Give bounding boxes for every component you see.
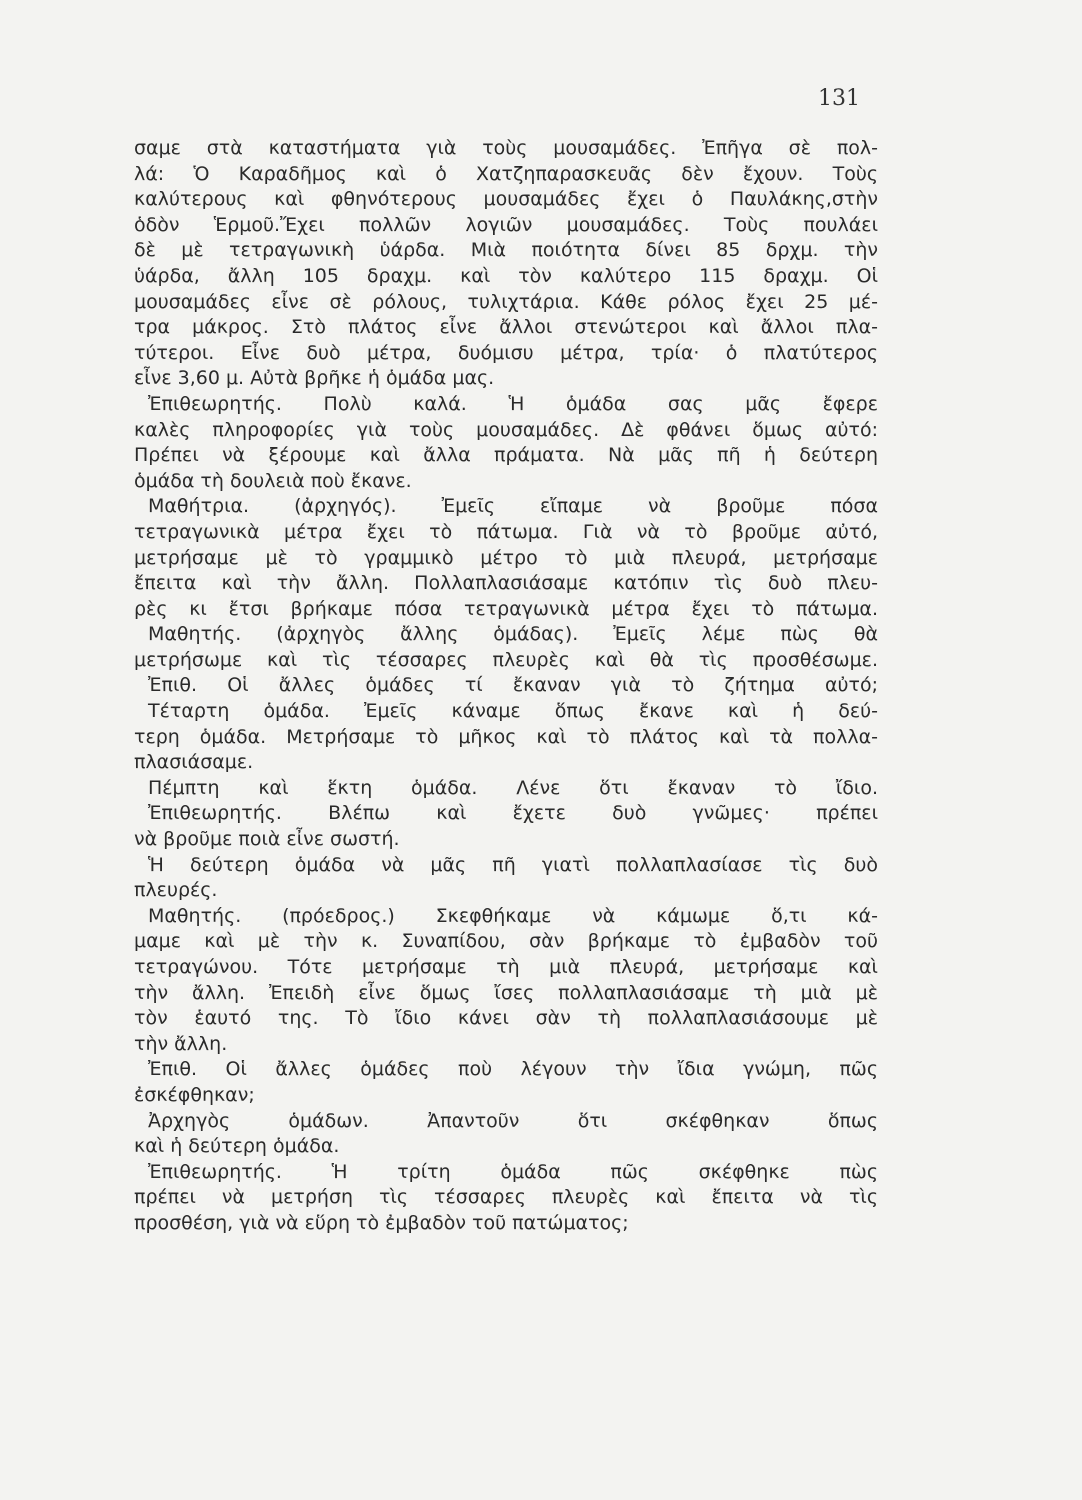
text-line: Πέμπτη καὶ ἕκτη ὁμάδα. Λένε ὅτι ἔκαναν τὸ ἴδιο. [148,776,878,799]
text-line: ὑάρδα, ἄλλη 105 δραχμ. καὶ τὸν καλύτερο 115 δραχμ. Οἱ [134,264,878,287]
text-line: λά: Ὁ Καραδῆμος καὶ ὁ Χατζηπαρασκευᾶς δὲν ἔχουν. Τοὺς [134,162,878,185]
text-line: πλασιάσαμε. [134,751,254,774]
text-line: εἶνε 3,60 μ. Αὐτὰ βρῆκε ἡ ὁμάδα μας. [134,367,495,390]
text-line: νὰ βροῦμε ποιὰ εἶνε σωστή. [134,828,400,851]
text-line: Μαθητής. (πρόεδρος.) Σκεφθήκαμε νὰ κάμωμε ὅ,τι κά- [148,904,878,927]
text-line: τὸν ἑαυτό της. Τὸ ἴδιο κάνει σὰν τὴ πολλαπλασιάσουμε μὲ [134,1007,878,1030]
text-line: Πρέπει νὰ ξέρουμε καὶ ἄλλα πράματα. Νὰ μᾶς πῆ ἡ δεύτερη [134,444,878,467]
text-line: τετραγώνου. Τότε μετρήσαμε τὴ μιὰ πλευρά, μετρήσαμε καὶ [134,956,878,978]
text-line: τρα μάκρος. Στὸ πλάτος εἶνε ἄλλοι στενώτεροι καὶ ἄλλοι πλα- [134,316,878,339]
text-line: προσθέση, γιὰ νὰ εὕρη τὸ ἐμβαδὸν τοῦ πατώματος; [134,1211,629,1234]
text-line: τὴν ἄλλη. [134,1032,228,1055]
text-line: τὴν ἄλλη. Ἐπειδὴ εἶνε ὅμως ἴσες πολλαπλασιάσαμε τὴ μιὰ μὲ [134,981,878,1004]
text-line: μετρήσαμε μὲ τὸ γραμμικὸ μέτρο τὸ μιὰ πλευρά, μετρήσαμε [134,546,878,569]
page-number: 131 [818,86,860,111]
text-line: πλευρές. [134,879,218,902]
text-line: καλὲς πληροφορίες γιὰ τοὺς μουσαμάδες. Δὲ φθάνει ὅμως αὐτό: [134,418,878,441]
text-line: καλύτερους καὶ φθηνότερους μουσαμάδες ἔχει ὁ Παυλάκης,στὴν [134,188,878,211]
text-line: μουσαμάδες εἶνε σὲ ρόλους, τυλιχτάρια. Κάθε ρόλος ἔχει 25 μέ- [134,290,878,313]
text-line: μαμε καὶ μὲ τὴν κ. Συναπίδου, σὰν βρήκαμε τὸ ἐμβαδὸν τοῦ [134,930,878,953]
body-text [134,136,878,1237]
text-line: ὁδὸν Ἑρμοῦ.Ἔχει πολλῶν λογιῶν μουσαμάδες. Τοὺς πουλάει [134,213,878,236]
text-line: τύτεροι. Εἶνε δυὸ μέτρα, δυόμισυ μέτρα, τρία· ὁ πλατύτερος [134,341,878,364]
text-line: ρὲς κι ἔτσι βρήκαμε πόσα τετραγωνικὰ μέτρα ἔχει τὸ πάτωμα. [134,597,878,620]
text-line: Ἐπιθ. Οἱ ἄλλες ὁμάδες τί ἔκαναν γιὰ τὸ ζήτημα αὐτό; [148,674,878,697]
text-line: καὶ ἡ δεύτερη ὁμάδα. [134,1135,340,1158]
text-line: πρέπει νὰ μετρήση τὶς τέσσαρες πλευρὲς καὶ ἔπειτα νὰ τὶς [134,1186,878,1209]
text-line: Ἡ δεύτερη ὁμάδα νὰ μᾶς πῆ γιατὶ πολλαπλασίασε τὶς δυὸ [148,853,878,876]
text-line: Ἐπιθεωρητής. Ἡ τρίτη ὁμάδα πῶς σκέφθηκε πὼς [148,1160,878,1183]
text-line: Ἐπιθεωρητής. Πολὺ καλά. Ἡ ὁμάδα σας μᾶς ἔφερε [148,392,878,415]
text-line: σαμε στὰ καταστήματα γιὰ τοὺς μουσαμάδες. Ἐπῆγα σὲ πολ- [134,137,878,159]
text-line: ἔπειτα καὶ τὴν ἄλλη. Πολλαπλασιάσαμε κατόπιν τὶς δυὸ πλευ- [134,572,878,595]
text-line: τετραγωνικὰ μέτρα ἔχει τὸ πάτωμα. Γιὰ νὰ τὸ βροῦμε αὐτό, [134,520,878,543]
text-line: δὲ μὲ τετραγωνικὴ ὑάρδα. Μιὰ ποιότητα δίνει 85 δρχμ. τὴν [134,239,878,262]
text-line: Μαθήτρια. (ἀρχηγός). Ἐμεῖς εἴπαμε νὰ βροῦμε πόσα [148,495,878,518]
text-line: Ἐπιθεωρητής. Βλέπω καὶ ἔχετε δυὸ γνῶμες· πρέπει [148,802,878,825]
text-line: τερη ὁμάδα. Μετρήσαμε τὸ μῆκος καὶ τὸ πλάτος καὶ τὰ πολλα- [134,725,878,748]
text-line: μετρήσωμε καὶ τὶς τέσσαρες πλευρὲς καὶ θὰ τὶς προσθέσωμε. [134,648,878,671]
text-line: Μαθητής. (ἀρχηγὸς ἄλλης ὁμάδας). Ἐμεῖς λέμε πὼς θὰ [148,623,878,646]
text-line: ὁμάδα τὴ δουλειὰ ποὺ ἔκανε. [134,469,412,492]
text-line: ἐσκέφθηκαν; [134,1083,255,1106]
text-line: Τέταρτη ὁμάδα. Ἐμεῖς κάναμε ὅπως ἔκανε καὶ ἡ δεύ- [148,700,878,723]
text-line: Ἐπιθ. Οἱ ἄλλες ὁμάδες ποὺ λέγουν τὴν ἴδια γνώμη, πῶς [148,1058,878,1081]
text-line: Ἀρχηγὸς ὁμάδων. Ἀπαντοῦν ὅτι σκέφθηκαν ὅπως [148,1109,878,1132]
